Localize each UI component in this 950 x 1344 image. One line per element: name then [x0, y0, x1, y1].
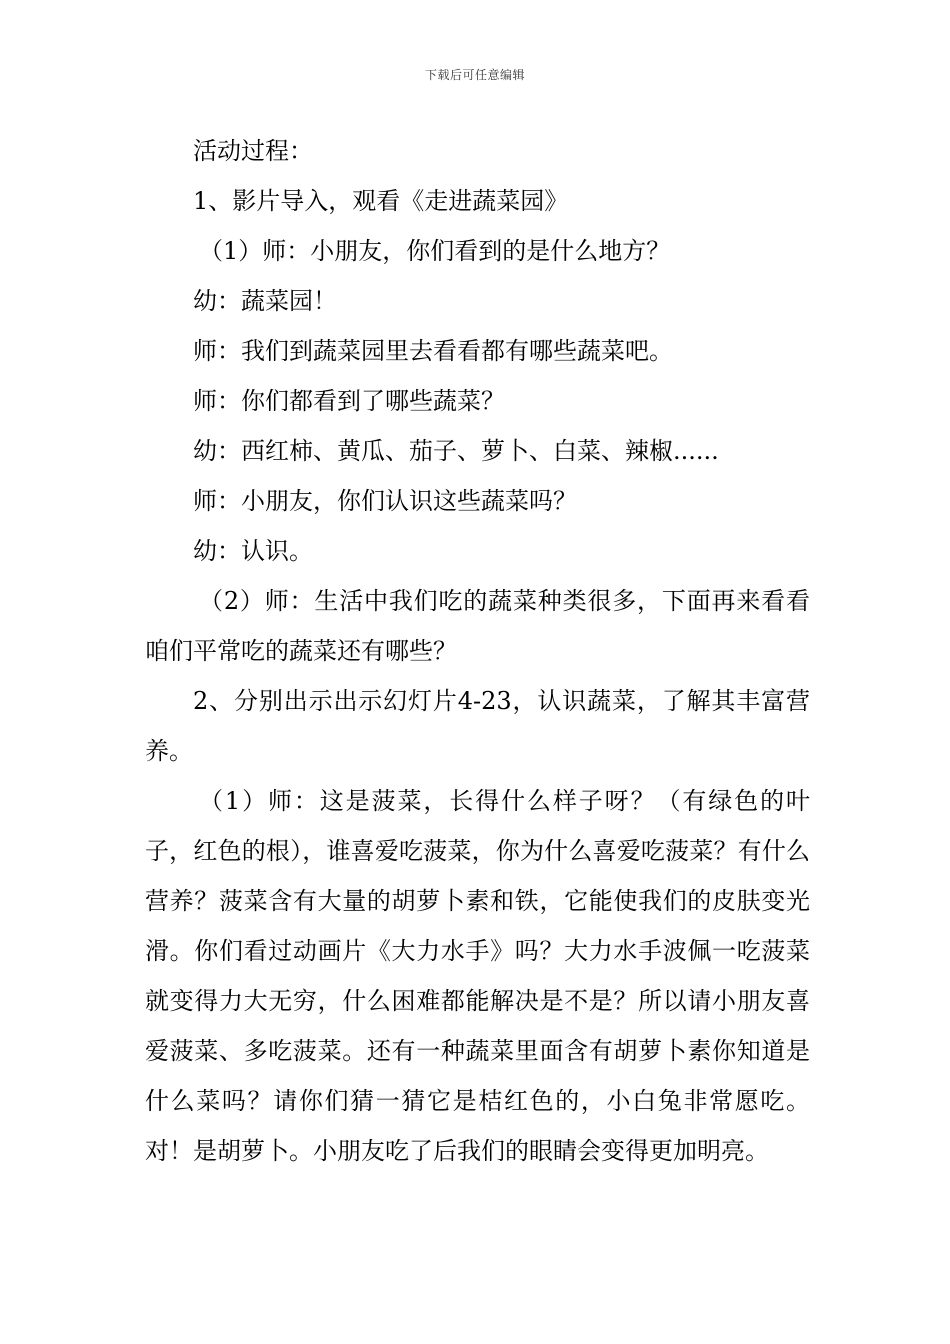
page-header-note: 下载后可任意编辑 — [424, 68, 525, 82]
paragraph-dialogue-child-3: 幼：认识。 — [193, 537, 313, 565]
paragraph-step-2: 2、分别出示出示幻灯片4-23，认识蔬菜，了解其丰富营养。 — [145, 687, 810, 765]
paragraph-step-1-sub-1: （1）师：小朋友，你们看到的是什么地方？ — [199, 237, 671, 265]
paragraph-dialogue-teacher-3: 师：小朋友，你们认识这些蔬菜吗？ — [193, 487, 577, 515]
document-body — [145, 126, 810, 1176]
paragraph-dialogue-teacher-2: 师：你们都看到了哪些蔬菜？ — [193, 387, 505, 415]
paragraph-dialogue-child-2: 幼：西红柿、黄瓜、茄子、萝卜、白菜、辣椒...... — [193, 437, 719, 465]
paragraph-step-1: 1、影片导入，观看《走进蔬菜园》 — [193, 187, 569, 215]
paragraph-activity-process: 活动过程： — [193, 137, 313, 165]
paragraph-dialogue-teacher-1: 师：我们到蔬菜园里去看看都有哪些蔬菜吧。 — [193, 337, 673, 365]
paragraph-dialogue-child-1: 幼：蔬菜园！ — [193, 287, 337, 315]
paragraph-step-1-sub-2: （2）师：生活中我们吃的蔬菜种类很多，下面再来看看咱们平常吃的蔬菜还有哪些？ — [145, 587, 810, 665]
paragraph-step-2-sub-1: （1）师：这是菠菜，长得什么样子呀？（有绿色的叶子，红色的根），谁喜爱吃菠菜，你为什么喜爱吃菠菜？有什么营养？菠菜含有大量的胡萝卜素和铁，它能使我们的皮肤变光滑。你们看过动画片《大力水手》吗？大力水手波佩一吃菠菜就变得力大无穷，什么困难都能解决是不是？所以请小朋友喜爱菠菜、多吃菠菜。还有一种蔬菜里面含有胡萝卜素你知道是什么菜吗？请你们猜一猜它是桔红色的，小白兔非常愿吃。对！是胡萝卜。小朋友吃了后我们的眼睛会变得更加明亮。 — [145, 787, 810, 1165]
